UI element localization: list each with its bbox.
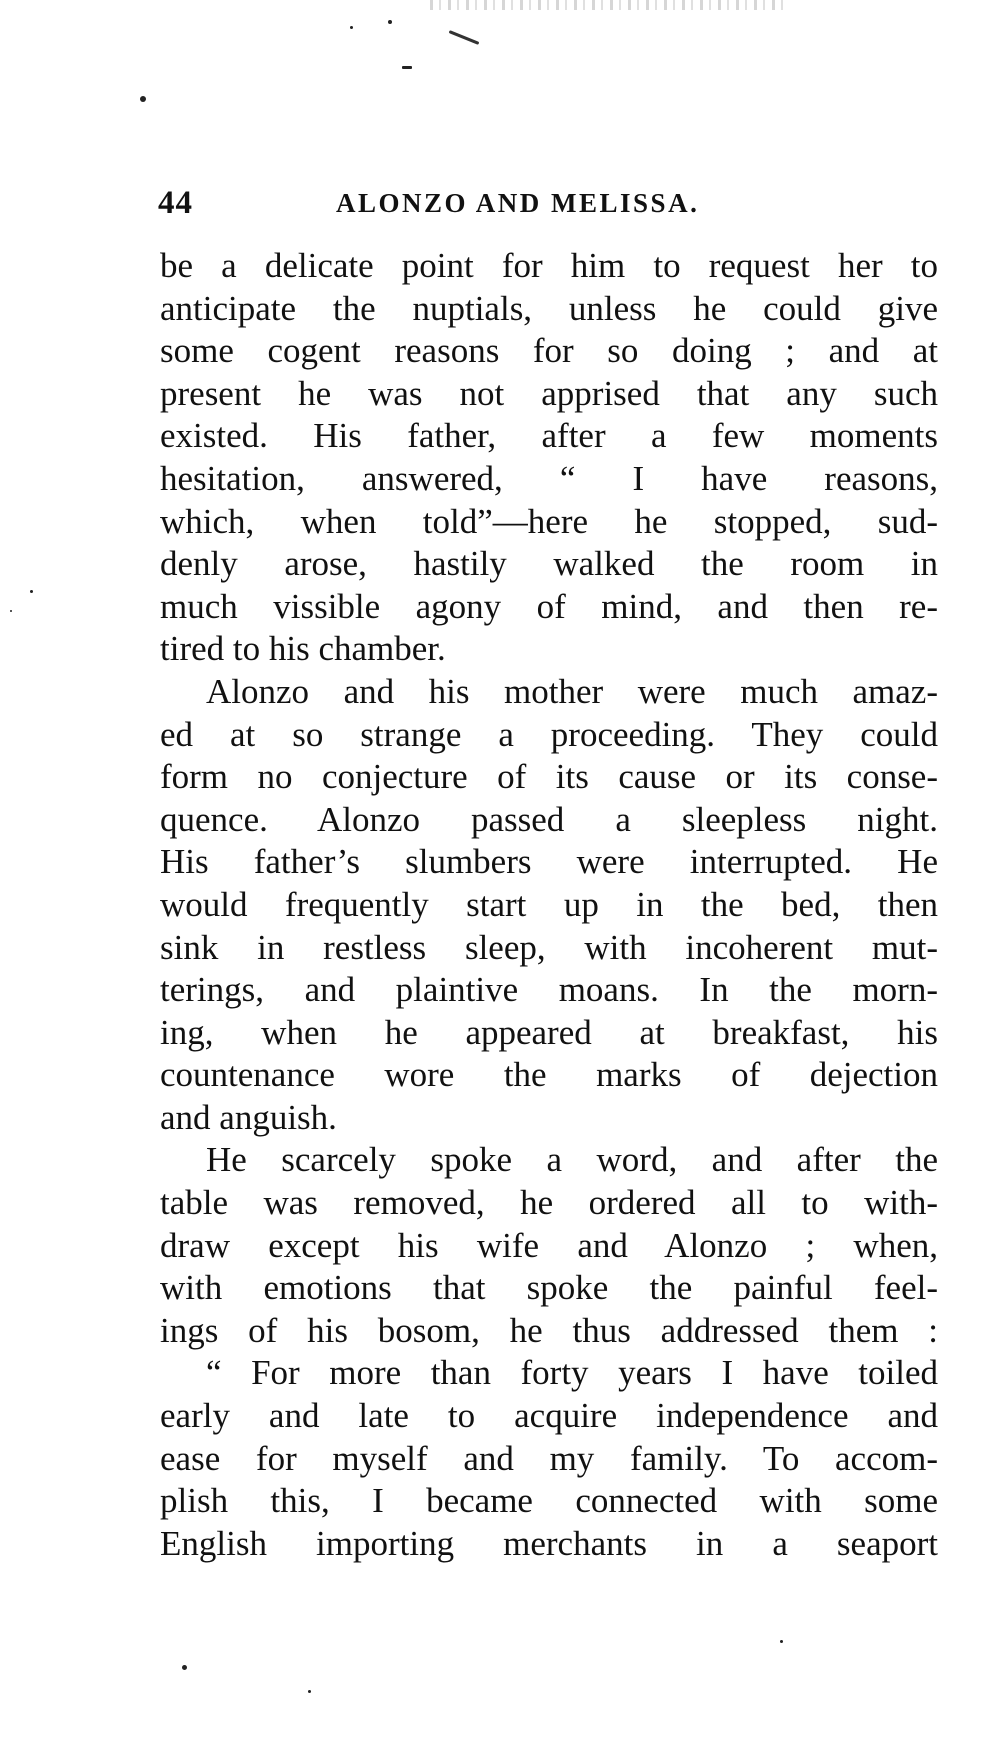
text-line: form no conjecture of its cause or its conse-: [160, 757, 938, 797]
text-line: countenance wore the marks of dejection: [160, 1055, 938, 1095]
text-line: ing, when he appeared at breakfast, his: [160, 1012, 938, 1052]
text-line: anticipate the nuptials, unless he could give: [160, 288, 938, 328]
text-line: some cogent reasons for so doing ; and at: [160, 331, 938, 371]
text-line: which, when told”—here he stopped, sud-: [160, 501, 938, 541]
text-line: He scarcely spoke a word, and after the: [206, 1140, 938, 1180]
scan-speck: [402, 66, 412, 69]
text-line: draw except his wife and Alonzo ; when,: [160, 1225, 938, 1265]
running-title: ALONZO AND MELISSA.: [336, 188, 700, 218]
scan-speck: [30, 590, 33, 593]
text-line: His father’s slumbers were interrupted. He: [160, 842, 938, 882]
text-line: with emotions that spoke the painful feel-: [160, 1268, 938, 1308]
text-line: terings, and plaintive moans. In the morn-: [160, 970, 938, 1010]
text-line: table was removed, he ordered all to with-: [160, 1183, 938, 1223]
text-line: ed at so strange a proceeding. They could: [160, 714, 938, 754]
text-line: and anguish.: [160, 1097, 337, 1137]
text-line: existed. His father, after a few moments: [160, 416, 938, 456]
scan-mark: [449, 30, 480, 45]
text-line: ease for myself and my family. To accom-: [160, 1438, 938, 1478]
text-line: denly arose, hastily walked the room in: [160, 544, 938, 584]
text-line: present he was not apprised that any such: [160, 373, 938, 413]
scan-speck: [140, 96, 146, 102]
text-line: plish this, I became connected with some: [160, 1481, 938, 1521]
text-line: quence. Alonzo passed a sleepless night.: [160, 799, 938, 839]
text-line: Alonzo and his mother were much amaz-: [206, 671, 938, 711]
text-line: English importing merchants in a seaport: [160, 1523, 938, 1563]
text-line: much vissible agony of mind, and then re-: [160, 586, 938, 626]
running-head: [158, 180, 938, 226]
text-line: ings of his bosom, he thus addressed them :: [160, 1310, 938, 1350]
scan-speck: [10, 610, 12, 612]
text-line: early and late to acquire independence and: [160, 1396, 938, 1436]
scan-speck: [308, 1690, 311, 1693]
text-line: sink in restless sleep, with incoherent mut-: [160, 927, 938, 967]
text-line: hesitation, answered, “ I have reasons,: [160, 458, 938, 498]
text-line: be a delicate point for him to request her to: [160, 246, 938, 285]
scan-speck: [780, 1640, 783, 1643]
body-text: [160, 245, 938, 1565]
scan-speck: [350, 26, 353, 29]
text-line: tired to his chamber.: [160, 629, 446, 669]
scan-speck: [388, 20, 392, 24]
text-line: would frequently start up in the bed, then: [160, 884, 938, 924]
scan-noise: [430, 0, 790, 10]
page-number: 44: [158, 185, 193, 221]
scan-speck: [182, 1665, 187, 1670]
text-line: “ For more than forty years I have toiled: [206, 1353, 938, 1393]
